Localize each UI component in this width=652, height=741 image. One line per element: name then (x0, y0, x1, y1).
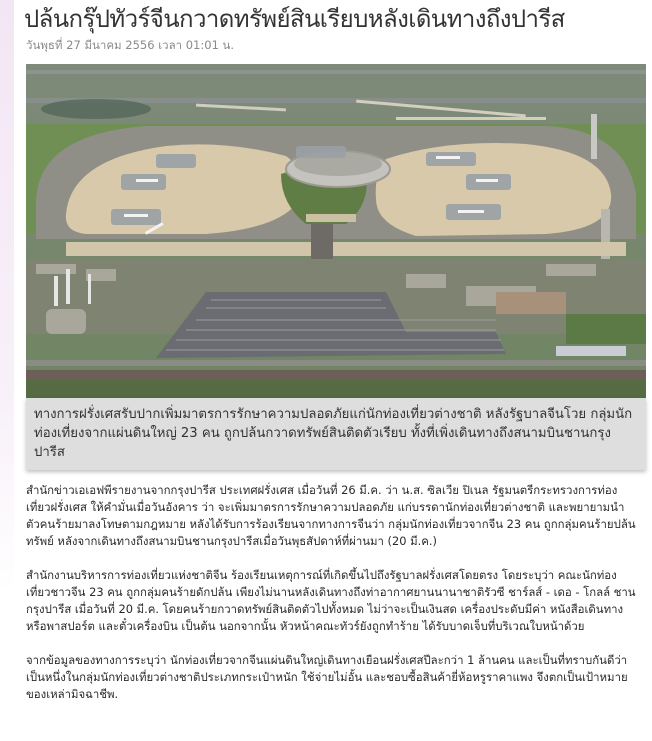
railway (26, 370, 646, 380)
office-building (556, 346, 626, 356)
photo-caption: ทางการฝรั่งเศสรับปากเพิ่มมาตรการรักษาความปลอดภัยแก่นักท่องเที่ยวต่างชาติ หลังรัฐบาลจีนโวย กลุ่มนักท่องเที่ยงจากแผ่นดินใหญ่ 23 คน ถูกปล้นกวาดทรัพย์สินติดตัวเรียบ ทั้งที่เพิ่งเดินทางถึงสนามบินชานกรุงปารีส (34, 407, 633, 460)
chimney (88, 274, 91, 304)
article-paragraph: สำนักงานบริหารการท่องเที่ยวแห่งชาติจีน ร้องเรียนเหตุการณ์ที่เกิดขึ้นไปถึงรัฐบาลฝรั่งเศสโดยตรง โดยระบุว่า คณะนักท่องเที่ยวชาวจีน 23 คน ถูกกลุ่มคนร้ายดักปล้น เพียงไม่นานหลังเดินทางถึงท่าอากาศยานนานาชาติรัวซี ชาร์ลส์ - เดอ - โกลล์ ชานกรุงปารีส เมื่อวันที่ 20 มี.ค. โดยคนร้ายกวาดทรัพย์สินติดตัวไปทั้งหมด ไม่ว่าจะเป็นเงินสด เครื่องประดับมีค่า หนังสือเดินทางหรือพาสปอร์ต และตั๋วเครื่องบิน เป็นต้น นอกจากนั้น หัวหน้าคณะทัวร์ยังถูกทำร้าย ได้รับบาดเจ็บที่บริเวณใบหน้าด้วย (26, 568, 636, 633)
chimney (54, 276, 58, 306)
side-decoration-strip (0, 0, 14, 741)
grass-field (566, 314, 646, 344)
article-photo (26, 64, 646, 398)
taxiway (396, 117, 546, 120)
article-paragraph: สำนักข่าวเอเอฟพีรายงานจากกรุงปารีส ประเทศฝรั่งเศส เมื่อวันที่ 26 มี.ค. ว่า น.ส. ซิลเวีย ปิเนล รัฐมนตรีกระทรวงการท่องเที่ยวฝรั่งเศส ให้คำมั่นเมื่อวันอังคาร ว่า จะเพิ่มมาตรการรักษาความปลอดภัย แก่บรรดานักท่องเที่ยวต่างชาติ และพยายามนำตัวคนร้ายมาลงโทษตามกฎหมาย หลังได้รับการร้องเรียนจากทางการจีนว่า กลุ่มนักท่องเที่ยวจากจีน 23 คน ถูกกลุ่มคนร้ายปล้นทรัพย์ หลังจากเดินทางถึงสนามบินชานกรุงปารีสเมื่อวันพุธสัปดาห์ที่ผ่านมา (20 มี.ค.) (26, 483, 636, 548)
runway (26, 70, 646, 74)
article-headline: ปล้นกรุ๊ปทัวร์จีนกวาดทรัพย์สินเรียบหลังเดินทางถึงปารีส (24, 5, 565, 33)
lower-apron (66, 242, 626, 256)
office-building (496, 292, 566, 314)
road (26, 360, 646, 366)
control-tower (591, 114, 597, 159)
water-pond (41, 99, 151, 119)
photo-caption-box (26, 398, 646, 470)
airport-aerial-illustration (26, 64, 646, 398)
grass-field (26, 380, 646, 398)
chimney (66, 269, 70, 304)
article-paragraph: จากข้อมูลของทางการระบุว่า นักท่องเที่ยวจากจีนแผ่นดินใหญ่เดินทางเยือนฝรั่งเศสปีละกว่า 1 ล้านคน และเป็นที่ทราบกันดีว่า เป็นหนึ่งในกลุ่มนักท่องเที่ยวต่างชาติประเภทกระเป๋าหนัก ใช้จ่ายไม่อั้น และชอบซื้อสินค้ายี่ห้อหรูราคาแพง จึงตกเป็นเป้าหมายของเหล่ามิจฉาชีพ. (26, 653, 628, 701)
bridge (306, 214, 356, 222)
article-dateline: วันพุธที่ 27 มีนาคม 2556 เวลา 01:01 น. (26, 38, 235, 52)
article-body (26, 482, 638, 720)
